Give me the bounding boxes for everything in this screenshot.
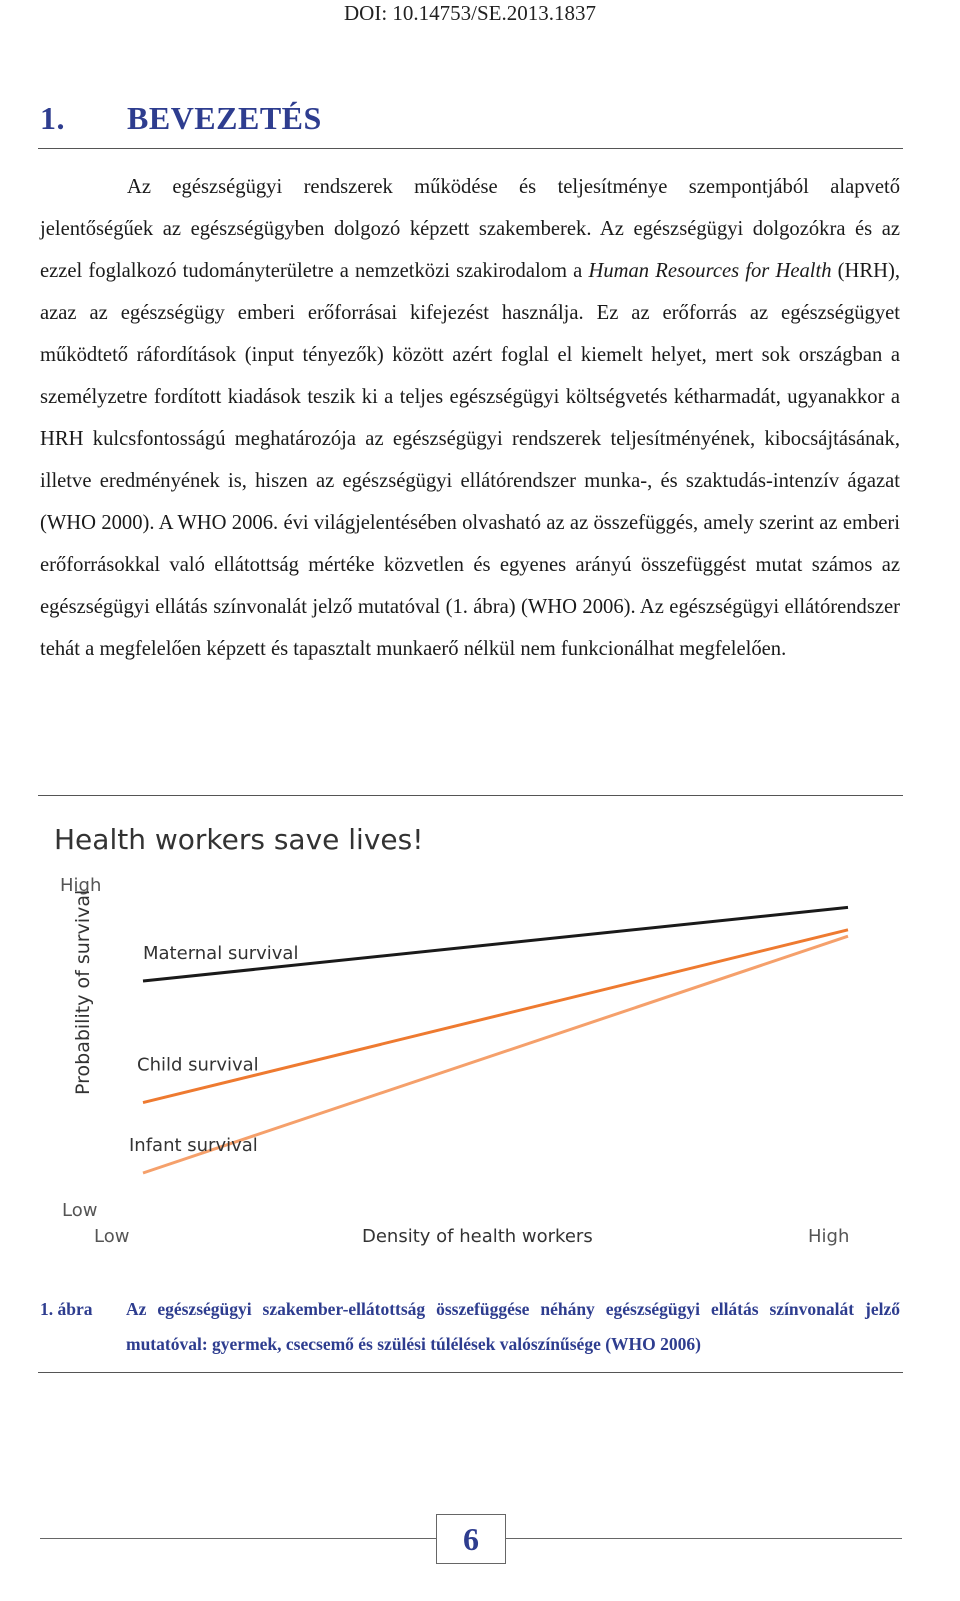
series-label-maternal-survival: Maternal survival: [143, 943, 299, 964]
footer-line-right: [505, 1538, 902, 1539]
x-tick-low: Low: [94, 1226, 130, 1247]
figure-top-rule: [38, 795, 903, 796]
paragraph-part-2: (HRH), azaz az egészségügy emberi erőforrásai kifejezést használja. Ez az erőforrás az egészségügyet működtető ráfordítások (input tényezők) között azért foglal el kiemelt helyet, mert sok országban a személyzetre fordított kiadások teszik ki a teljes egészségügyi költségvetés kétharmadát, ugyanakkor a HRH kulcsfontosságú meghatározója az egészségügyi rendszerek teljesítményének, kibocsájtásának, illetve eredményének is, hiszen az egészségügyi ellátórendszer munka-, és szaktudás-intenzív ágazat (WHO 2000). A WHO 2006. évi világjelentésében olvasható az az összefüggés, amely szerint az emberi erőforrásokkal való ellátottság mértéke közvetlen és egyenes arányú összefüggést mutat számos az egészségügyi ellátás színvonalát jelző mutatóval (1. ábra) (WHO 2006). Az egészségügyi ellátórendszer tehát a megfelelően képzett és tapasztalt munkaerő nélkül nem funkcionálhat megfelelően.: [40, 260, 900, 660]
y-tick-high: High: [60, 875, 102, 896]
footer-line-left: [40, 1538, 436, 1539]
paragraph-part-1: Az egészségügyi rendszerek működése és teljesítménye szempontjából alapvető jelentőségűek az egészségügyben dolgozó képzett szakemberek. Az egészségügyi dolgozókra és az ezzel foglalkozó tudományterületre a nemzetközi szakirodalom a: [40, 176, 900, 282]
section-heading: [40, 100, 322, 137]
chart-title: Health workers save lives!: [54, 823, 424, 856]
x-axis-label: Density of health workers: [362, 1226, 593, 1247]
series-label-child-survival: Child survival: [137, 1054, 259, 1076]
page-number: 6: [436, 1514, 506, 1564]
caption-text: Az egészségügyi szakember-ellátottság összefüggése néhány egészségügyi ellátás színvonalát jelző mutatóval: gyermek, csecsemő és szülési túlélések valószínűsége (WHO 2006): [126, 1299, 900, 1354]
doi-header: DOI: 10.14753/SE.2013.1837: [344, 1, 596, 25]
section-title: BEVEZETÉS: [127, 100, 322, 136]
paragraph-italic-term: Human Resources for Health: [588, 260, 832, 282]
figure-bottom-rule: [38, 1372, 903, 1373]
caption-label: 1. ábra: [40, 1299, 93, 1319]
intro-paragraph: [40, 166, 900, 670]
survival-chart: [38, 805, 858, 1255]
heading-rule: [38, 148, 903, 149]
y-axis-label: Probability of survival: [72, 889, 94, 1095]
series-layer: [129, 907, 848, 1173]
series-label-infant-survival: Infant survival: [129, 1135, 258, 1156]
y-tick-low: Low: [62, 1200, 98, 1221]
section-number: 1.: [40, 100, 65, 136]
x-tick-high: High: [808, 1226, 850, 1247]
